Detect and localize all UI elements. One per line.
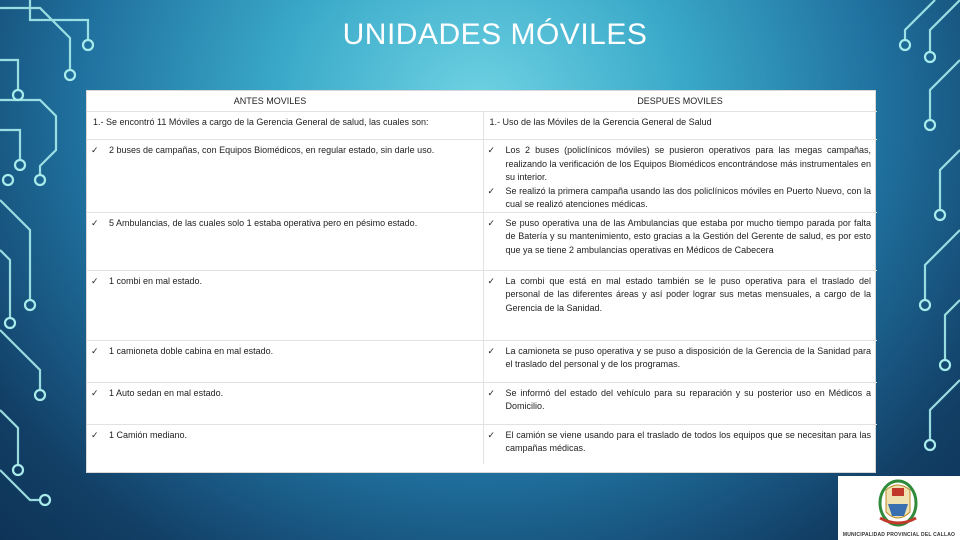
check-icon: ✓: [487, 185, 496, 196]
header-despues: DESPUES MOVILES: [483, 91, 877, 112]
logo-caption: MUNICIPALIDAD PROVINCIAL DEL CALLAO: [842, 532, 956, 538]
row-right-text: El camión se viene usando para el traslado de todos los equipos que se necesitan para las campañas médicas.: [505, 429, 871, 453]
intro-right: 1.- Uso de las Móviles de la Gerencia General de Salud: [489, 117, 712, 127]
header-antes: ANTES MOVILES: [87, 91, 483, 112]
check-icon: ✓: [487, 217, 496, 228]
row-left-text: 1 Camión mediano.: [109, 429, 188, 440]
row-right-text: Los 2 buses (policlínicos móviles) se pusieron operativos para las megas campañas, realizando la verificación de los Equipos Biomédicos encontrándose más instrumentales en su interior.: [505, 145, 871, 182]
check-icon: ✓: [487, 345, 496, 356]
row-left-text: 1 camioneta doble cabina en mal estado.: [109, 345, 274, 356]
row-left-text: 2 buses de campañas, con Equipos Biomédicos, en regular estado, sin darle uso.: [109, 145, 435, 155]
row-right-text: La combi que está en mal estado también se le puso operativa para el traslado del personal de las diferentes áreas y así poder lograr sus metas mensuales, a cargo de la Gerencia de la Sanidad.: [505, 275, 871, 313]
check-icon: ✓: [91, 275, 99, 286]
check-icon: ✓: [91, 145, 99, 155]
row-right-text: Se informó del estado del vehículo para su reparación y su posterior uso en Médicos a Domicilio.: [505, 387, 871, 411]
row-left-text: 1 Auto sedan en mal estado.: [109, 387, 224, 398]
table-row: [87, 424, 877, 464]
page-title: UNIDADES MÓVILES: [342, 18, 648, 51]
table-row: [87, 140, 877, 213]
table-row: [87, 382, 877, 424]
table-header-row: [87, 91, 877, 112]
intro-row: [87, 112, 877, 140]
municipal-crest-icon: [838, 476, 960, 530]
row-right-text: La camioneta se puso operativa y se puso a disposición de la Gerencia de la Sanidad para el traslado del personal y de los programas.: [505, 345, 871, 369]
check-icon: ✓: [487, 275, 496, 286]
check-icon: ✓: [487, 429, 496, 440]
comparison-table: [86, 90, 876, 473]
municipal-logo: [838, 476, 960, 540]
check-icon: ✓: [487, 145, 496, 155]
row-right-text: Se puso operativa una de las Ambulancias que estaba por mucho tiempo parada por falta de Batería y su mantenimiento, esto gracias a la Gestión del Gerente de salud, es por esto que ya se tiene 2 ambulancias operativas en Médicos de Cabecera: [505, 217, 871, 255]
table-row: [87, 212, 877, 270]
check-icon: ✓: [487, 387, 496, 398]
table-row: [87, 340, 877, 382]
check-icon: ✓: [91, 387, 99, 398]
row-left-text: 1 combi en mal estado.: [109, 275, 203, 286]
check-icon: ✓: [91, 429, 99, 440]
intro-left: 1.- Se encontró 11 Móviles a cargo de la Gerencia General de salud, las cuales son:: [93, 117, 429, 127]
table-row: [87, 270, 877, 340]
check-icon: ✓: [91, 217, 99, 228]
row-right-text-b: Se realizó la primera campaña usando las dos policlínicos móviles en Puerto Nuevo, con la cual se realizó atenciones médicas.: [505, 185, 871, 209]
row-left-text: 5 Ambulancias, de las cuales solo 1 estaba operativa pero en pésimo estado.: [109, 217, 418, 228]
check-icon: ✓: [91, 345, 99, 356]
